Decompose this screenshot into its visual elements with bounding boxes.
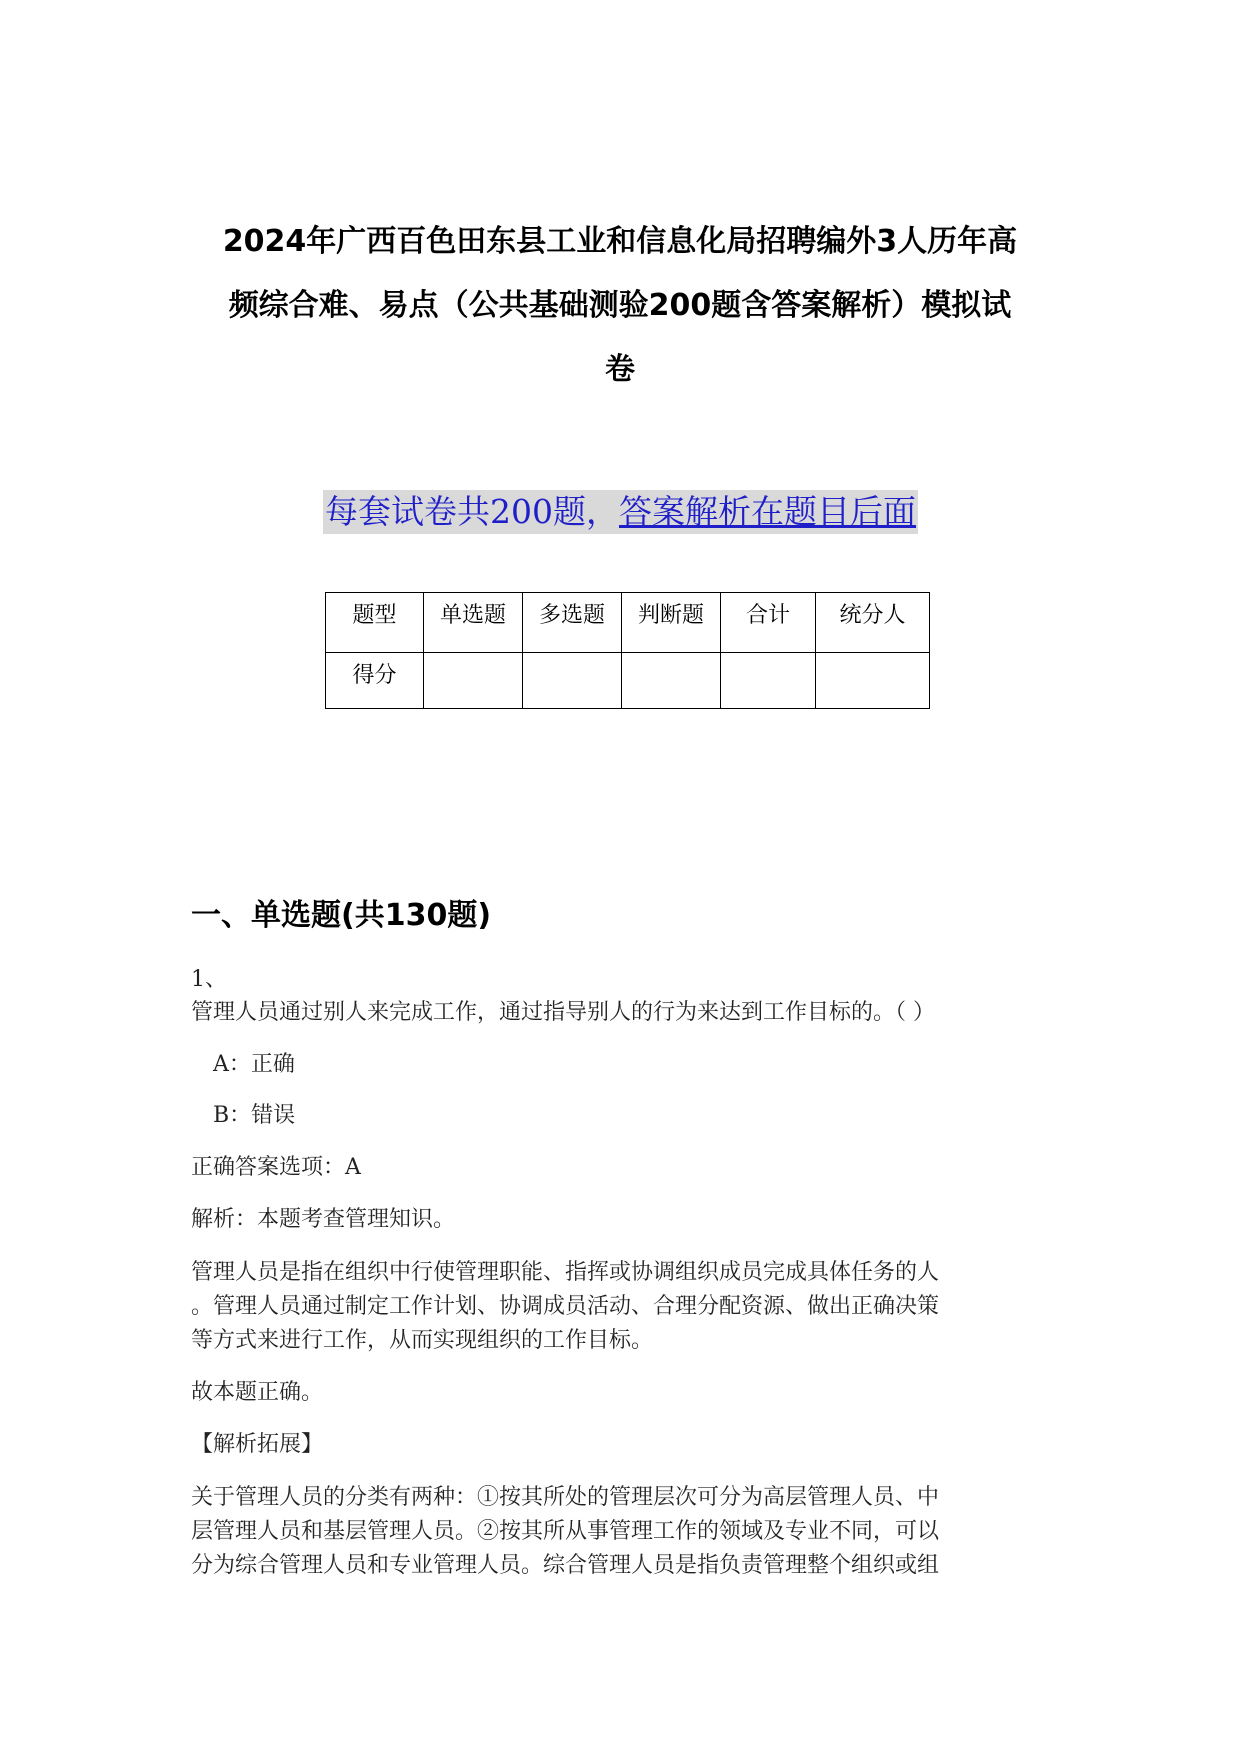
section-title: 一、单选题(共130题)	[191, 898, 492, 933]
correct-answer: 正确答案选项：A	[191, 1155, 361, 1180]
score-cell-scorer[interactable]	[816, 653, 930, 709]
score-cell-multiple-choice[interactable]	[523, 653, 622, 709]
extension-line-2: 层管理人员和基层管理人员。②按其所从事管理工作的领域及专业不同，可以	[191, 1519, 940, 1544]
score-cell-true-false[interactable]	[622, 653, 721, 709]
explanation-line-2: 。管理人员通过制定工作计划、协调成员活动、合理分配资源、做出正确决策	[191, 1294, 940, 1319]
conclusion: 故本题正确。	[191, 1380, 324, 1405]
question-number: 1、	[191, 967, 227, 992]
notice-banner	[0, 490, 1241, 534]
extension-header: 【解析拓展】	[191, 1432, 324, 1457]
extension-line-1: 关于管理人员的分类有两种：①按其所处的管理层次可分为高层管理人员、中	[191, 1485, 940, 1510]
score-table-header-row	[326, 593, 930, 653]
score-cell-total[interactable]	[721, 653, 816, 709]
question-stem: 管理人员通过别人来完成工作，通过指导别人的行为来达到工作目标的。（ ）	[191, 1000, 935, 1025]
option-a: A：正确	[213, 1052, 295, 1077]
header-cell-total: 合计	[721, 593, 816, 653]
score-cell-single-choice[interactable]	[424, 653, 523, 709]
header-cell-scorer: 统分人	[816, 593, 930, 653]
extension-text	[191, 1481, 1051, 1583]
notice-highlight	[323, 490, 918, 534]
explanation-line-1: 管理人员是指在组织中行使管理职能、指挥或协调组织成员完成具体任务的人	[191, 1260, 940, 1285]
notice-text: 每套试卷共200题，	[325, 492, 619, 531]
explanation-line-3: 等方式来进行工作，从而实现组织的工作目标。	[191, 1328, 654, 1353]
header-cell-true-false: 判断题	[622, 593, 721, 653]
extension-line-3: 分为综合管理人员和专业管理人员。综合管理人员是指负责管理整个组织或组	[191, 1553, 940, 1578]
title-line-3: 卷	[605, 352, 635, 387]
notice-link[interactable]: 答案解析在题目后面	[619, 492, 916, 531]
analysis-explanation	[191, 1256, 1051, 1358]
option-b: B：错误	[213, 1103, 296, 1128]
header-cell-type: 题型	[326, 593, 424, 653]
analysis-intro: 解析：本题考查管理知识。	[191, 1207, 456, 1232]
score-table-score-row	[326, 653, 930, 709]
document-title	[185, 210, 1055, 402]
score-table	[325, 592, 930, 709]
header-cell-multiple-choice: 多选题	[523, 593, 622, 653]
title-line-1: 2024年广西百色田东县工业和信息化局招聘编外3人历年高	[222, 224, 1018, 259]
header-cell-single-choice: 单选题	[424, 593, 523, 653]
title-line-2: 频综合难、易点（公共基础测验200题含答案解析）模拟试	[228, 288, 1012, 323]
row-label-score: 得分	[326, 653, 424, 709]
